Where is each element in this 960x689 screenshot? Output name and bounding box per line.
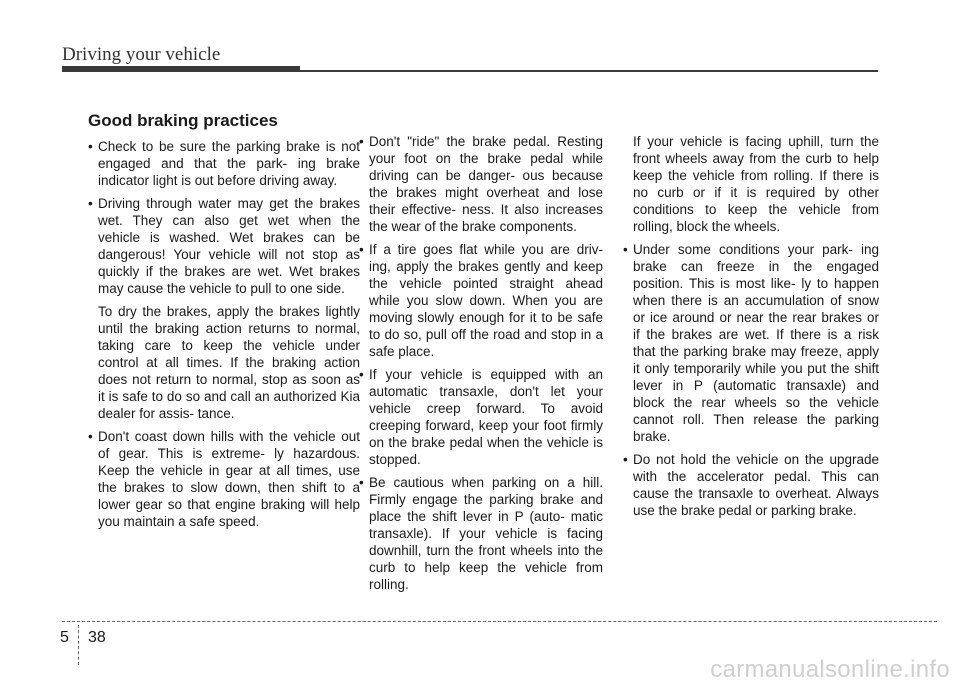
list-item: • Do not hold the vehicle on the upgrade with the accelerator pedal. This can cause the transaxle to overheat. Always use the brake pedal or parking brake. xyxy=(623,451,879,519)
header-rule-thick xyxy=(62,66,300,72)
header-rule-thin xyxy=(300,70,878,72)
bullet-list-3 xyxy=(623,241,879,519)
page-header-title: Driving your vehicle xyxy=(62,44,221,65)
list-item: • Don't coast down hills with the vehicle out of gear. This is extreme- ly hazardous. Keep the vehicle in gear at all times, use the brakes to slow down, then shift to a lower gear so that engine braking will help you maintain a safe speed. xyxy=(88,428,360,530)
indented-paragraph: To dry the brakes, apply the brakes lightly until the braking action returns to normal, taking care to keep the vehicle under control at all times. If the braking action does not return to normal, stop as soon as it is safe to do so and call an authorized Kia dealer for assis- tance. xyxy=(98,304,360,421)
chapter-number: 5 xyxy=(60,629,69,646)
list-item: • Don't "ride" the brake pedal. Resting your foot on the brake pedal while driving can be danger- ous because the brakes might overheat and lose their effective- ness. It also increases the wear of the brake components. xyxy=(359,133,603,235)
list-item: • Under some conditions your park- ing brake can freeze in the engaged position. This is most like- ly to happen when there is an accumulation of snow or ice around or near the rear brakes or if the brakes are wet. If there is a risk that the parking brake may freeze, apply it only temporarily while you put the shift lever in P (automatic transaxle) and block the rear wheels so the vehicle cannot roll. Then release the parking brake. xyxy=(623,241,879,445)
page-number: 38 xyxy=(88,629,106,646)
footer-rule xyxy=(62,621,937,622)
list-item: • If your vehicle is equipped with an automatic transaxle, don't let your vehicle creep forward. To avoid creeping forward, keep your foot firmly on the brake pedal when the vehicle is stopped. xyxy=(359,366,603,468)
bullet-list-2 xyxy=(359,133,603,593)
indented-paragraph: If your vehicle is facing uphill, turn the front wheels away from the curb to help keep the vehicle from rolling. If there is no curb or if it is required by other conditions to keep the vehicle from rolling, block the wheels. xyxy=(633,134,879,234)
list-item: • Be cautious when parking on a hill. Firmly engage the parking brake and place the shift lever in P (auto- matic transaxle). If your vehicle is facing downhill, turn the front wheels into the curb to help keep the vehicle from rolling. xyxy=(359,474,603,593)
list-item: • If a tire goes flat while you are driv- ing, apply the brakes gently and keep the vehicle pointed straight ahead while you slow down. When you are moving slowly enough for it to be safe to do so, pull off the road and stop in a safe place. xyxy=(359,241,603,360)
list-item: • Check to be sure the parking brake is not engaged and that the park- ing brake indicator light is out before driving away. xyxy=(88,138,360,189)
watermark-text: carmanualsonline.info xyxy=(710,656,950,683)
column-3 xyxy=(623,133,879,525)
list-item: • Driving through water may get the brakes wet. They can also get wet when the vehicle is washed. Wet brakes can be dangerous! Your vehicle will not stop as quickly if the brakes are wet. Wet brakes may cause the vehicle to pull to one side. xyxy=(88,195,360,297)
footer-divider xyxy=(78,625,79,665)
bullet-list-1 xyxy=(88,138,360,297)
bullet-list-1b xyxy=(88,428,360,530)
column-1 xyxy=(88,111,360,536)
section-title: Good braking practices xyxy=(88,111,278,130)
column-2 xyxy=(359,133,603,599)
